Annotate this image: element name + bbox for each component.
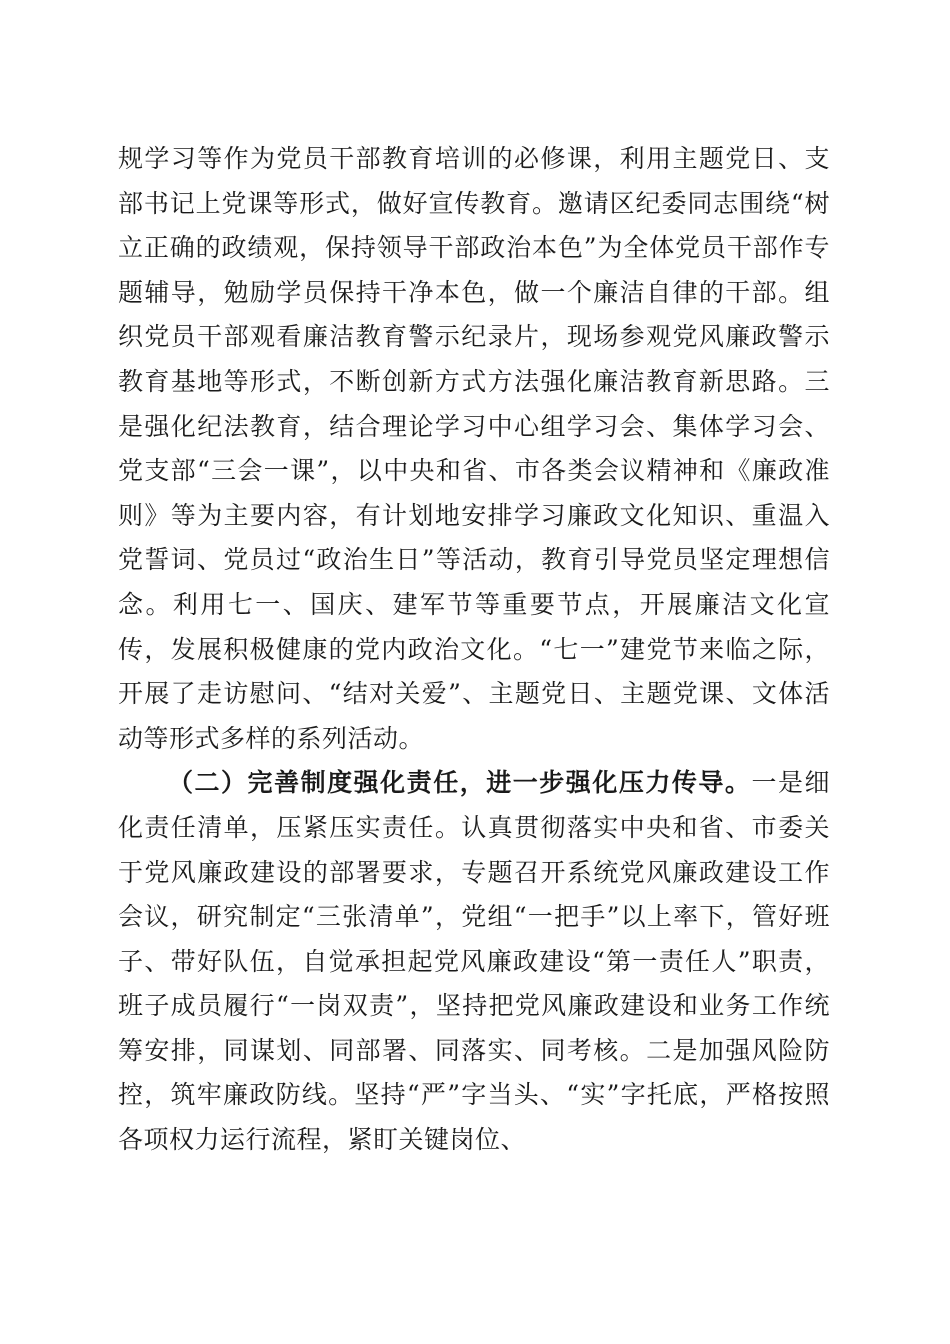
paragraph-section-two [118, 761, 830, 1162]
section-heading: （二）完善制度强化责任，进一步强化压力传导。 [168, 768, 752, 798]
document-body [118, 137, 830, 1163]
paragraph-text: 规学习等作为党员干部教育培训的必修课，利用主题党日、支部书记上党课等形式，做好宣传教育。邀请区纪委同志围绕“树立正确的政绩观，保持领导干部政治本色”为全体党员干部作专题辅导，勉励学员保持干净本色，做一个廉洁自律的干部。组织党员干部观看廉洁教育警示纪录片，现场参观党风廉政警示教育基地等形式，不断创新方式方法强化廉洁教育新思路。三是强化纪法教育，结合理论学习中心组学习会、集体学习会、党支部“三会一课”，以中央和省、市各类会议精神和《廉政准则》等为主要内容，有计划地安排学习廉政文化知识、重温入党誓词、党员过“政治生日”等活动，教育引导党员坚定理想信念。利用七一、国庆、建军节等重要节点，开展廉洁文化宣传，发展积极健康的党内政治文化。“七一”建党节来临之际，开展了走访慰问、“结对关爱”、主题党日、主题党课、文体活动等形式多样的系列活动。 [118, 144, 830, 753]
paragraph-continuation [118, 137, 830, 761]
paragraph-text: 一是细化责任清单，压紧压实责任。认真贯彻落实中央和省、市委关于党风廉政建设的部署要求，专题召开系统党风廉政建设工作会议，研究制定“三张清单”，党组“一把手”以上率下，管好班子、带好队伍，自觉承担起党风廉政建设“第一责任人”职责，班子成员履行“一岗双责”，坚持把党风廉政建设和业务工作统筹安排，同谋划、同部署、同落实、同考核。二是加强风险防控，筑牢廉政防线。坚持“严”字当头、“实”字托底，严格按照各项权力运行流程，紧盯关键岗位、 [118, 768, 830, 1155]
